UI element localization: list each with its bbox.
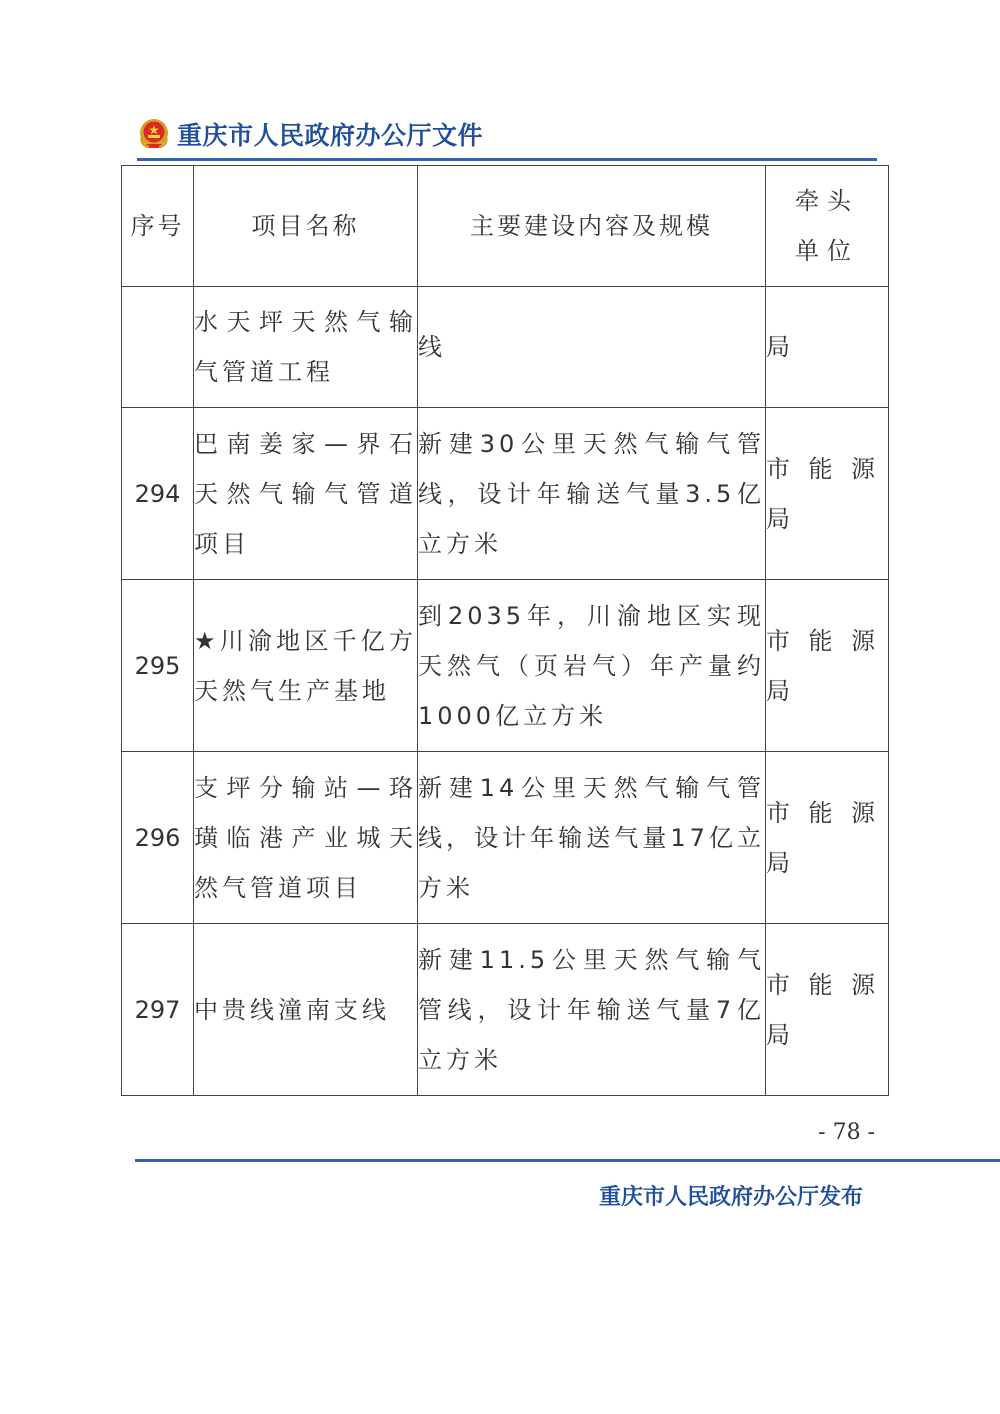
lead-unit: 市能源局 <box>766 408 889 580</box>
project-content: 线 <box>418 287 766 408</box>
table-row <box>122 924 889 1096</box>
lead-unit: 局 <box>766 287 889 408</box>
header-divider <box>137 158 877 161</box>
row-number: 294 <box>122 408 194 580</box>
project-content: 新建14公里天然气输气管线，设计年输送气量17亿立方米 <box>418 752 766 924</box>
lead-unit: 市能源局 <box>766 924 889 1096</box>
project-content: 到2035年，川渝地区实现天然气（页岩气）年产量约1000亿立方米 <box>418 580 766 752</box>
document-title: 重庆市人民政府办公厅文件 <box>177 121 484 150</box>
project-table <box>121 165 889 1096</box>
project-name: 中贵线潼南支线 <box>194 924 418 1096</box>
document-header <box>137 114 483 154</box>
project-content: 新建30公里天然气输气管线，设计年输送气量3.5亿立方米 <box>418 408 766 580</box>
column-header-content: 主要建设内容及规模 <box>418 166 766 287</box>
column-header-name: 项目名称 <box>194 166 418 287</box>
row-number: 295 <box>122 580 194 752</box>
row-number: 297 <box>122 924 194 1096</box>
table-row <box>122 580 889 752</box>
footer-divider <box>135 1159 1000 1162</box>
column-header-number: 序号 <box>122 166 194 287</box>
lead-unit: 市能源局 <box>766 752 889 924</box>
lead-unit: 市能源局 <box>766 580 889 752</box>
national-emblem-icon <box>137 117 171 151</box>
project-content: 新建11.5公里天然气输气管线，设计年输送气量7亿立方米 <box>418 924 766 1096</box>
publisher-footer: 重庆市人民政府办公厅发布 <box>598 1185 863 1210</box>
project-name: ★川渝地区千亿方天然气生产基地 <box>194 580 418 752</box>
table-row <box>122 408 889 580</box>
project-name: 水天坪天然气输气管道工程 <box>194 287 418 408</box>
row-number <box>122 287 194 408</box>
project-name: 支坪分输站—珞璜临港产业城天然气管道项目 <box>194 752 418 924</box>
table-row <box>122 752 889 924</box>
column-header-unit-label: 牵头单位 <box>795 187 859 265</box>
column-header-unit <box>766 166 889 287</box>
table-header-row <box>122 166 889 287</box>
project-name: 巴南姜家—界石天然气输气管道项目 <box>194 408 418 580</box>
page-number: - 78 - <box>818 1120 875 1145</box>
table-row <box>122 287 889 408</box>
row-number: 296 <box>122 752 194 924</box>
